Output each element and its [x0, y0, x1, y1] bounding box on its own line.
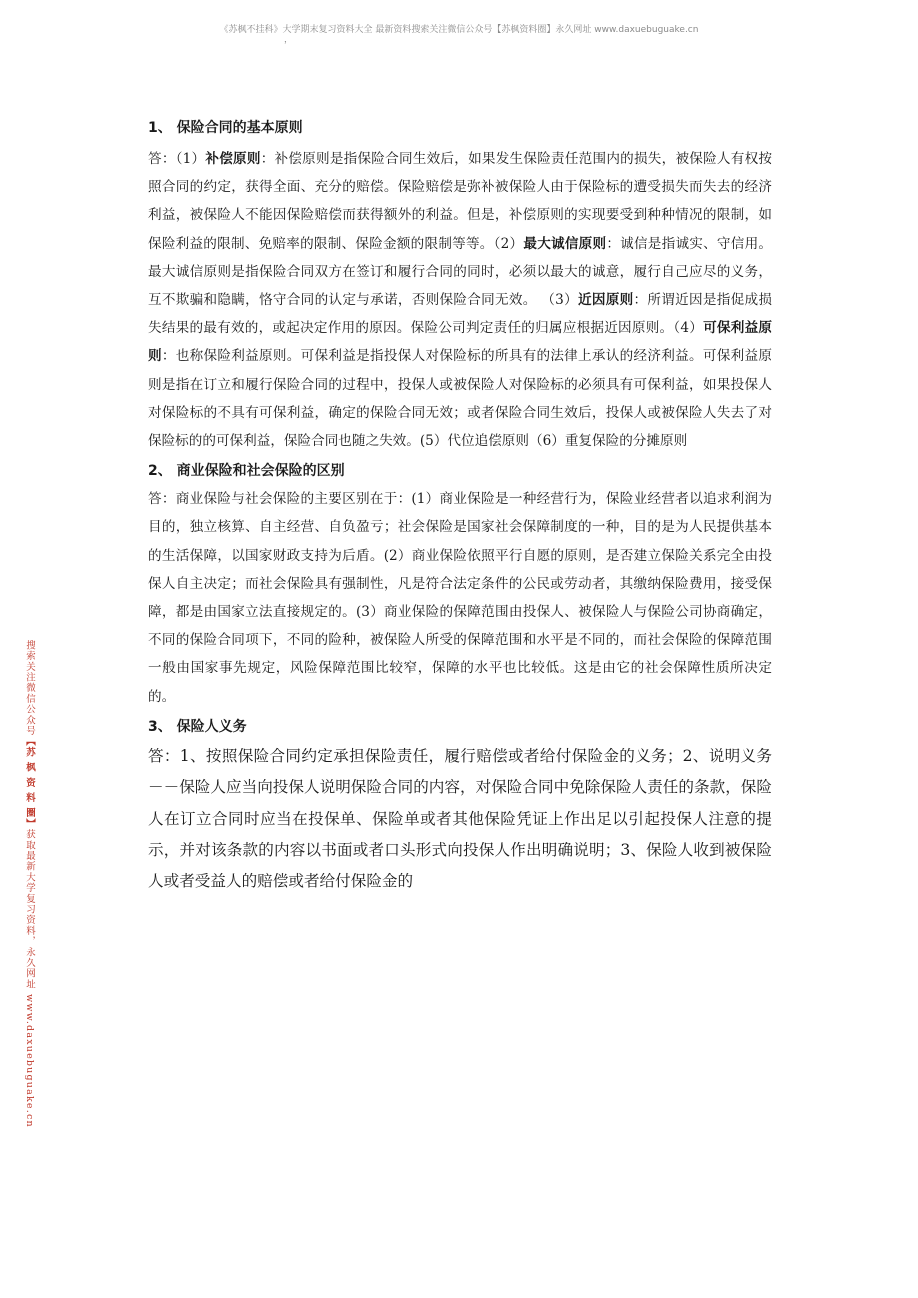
- side-watermark: [22, 640, 36, 1128]
- section-1-text-part: ：诚信是指诚实、守信用。最大诚信原则是指保险合同双方在签订和履行合同的同时，必须以最大的诚意，履行自己应尽的义务，互不欺骗和隐瞒，恪守合同的认定与承诺，否则保险合同无效。 （3）: [148, 235, 773, 309]
- side-watermark-part1: 搜索关注微信公众号: [24, 640, 35, 737]
- principle-compensation: 补偿原则: [205, 151, 261, 167]
- side-watermark-part2: 获取最新大学复习资料，永久网址 www.daxuebuguake.cn: [24, 829, 35, 1128]
- section-1-text-part: ：所谓近因是指促成损失结果的最有效的，或起决定作用的原因。保险公司判定责任的归属应根据近因原则。（4）: [148, 292, 773, 337]
- section-1-text-part: ：也称保险利益原则。可保利益是指投保人对保险标的所具有的法律上承认的经济利益。可保利益原则是指在订立和履行保险合同的过程中，投保人或被保险人对保险标的必须具有可保利益，如果投保人对保险标的不具有可保利益，确定的保险合同无效；或者保险合同生效后，投保人或被保险人失去了对保险标的的可保利益，保险合同也随之失效。(5）代位追偿原则（6）重复保险的分摊原则: [148, 348, 772, 450]
- section-1-heading: 1、 保险合同的基本原则: [148, 120, 303, 136]
- section-3-heading: 3、 保险人义务: [148, 718, 247, 735]
- document-body: [148, 116, 772, 898]
- header-mark: ，: [284, 35, 294, 45]
- section-1-text-part: ：补偿原则是指保险合同生效后，如果发生保险责任范围内的损失，被保险人有权按照合同的约定，获得全面、充分的赔偿。保险赔偿是弥补被保险人由于保险标的遭受损失而失去的经济利益，被保险人不能因保险赔偿而获得额外的利益。但是，补偿原则的实现要受到种种情况的限制，如保险利益的限制、免赔率的限制、保险金额的限制等等。（2）: [148, 151, 773, 252]
- section-3-text: 答：1、按照保险合同约定承担保险责任，履行赔偿或者给付保险金的义务；2、说明义务－－保险人应当向投保人说明保险合同的内容，对保险合同中免除保险人责任的条款，保险人在订立合同时应当在投保单、保险单或者其他保险凭证上作出足以引起投保人注意的提示，并对该条款的内容以书面或者口头形式向投保人作出明确说明；3、保险人收到被保险人或者受益人的赔偿或者给付保险金的: [148, 746, 772, 891]
- header-watermark: [0, 22, 918, 45]
- section-1-text: [148, 145, 772, 455]
- section-1-text-part: 答：（1）: [148, 151, 206, 167]
- side-watermark-bracket: 【苏 枫 资 料 圈】: [24, 736, 35, 830]
- principle-insurable-interest: 可保利益原则: [148, 320, 772, 365]
- section-2-heading: 2、 商业保险和社会保险的区别: [148, 463, 345, 480]
- section-2-text: 答：商业保险与社会保险的主要区别在于：(1）商业保险是一种经营行为，保险业经营者以追求利润为目的，独立核算、自主经营、自负盈亏；社会保险是国家社会保障制度的一种，目的是为人民提供基本的生活保障，以国家财政支持为后盾。(2）商业保险依照平行自愿的原则，是否建立保险关系完全由投保人自主决定；而社会保险具有强制性，凡是符合法定条件的公民或劳动者，其缴纳保险费用，接受保障，都是由国家立法直接规定的。(3）商业保险的保障范围由投保人、被保险人与保险公司协商确定，不同的保险合同项下，不同的险种，被保险人所受的保障范围和水平是不同的，而社会保险的保障范围一般由国家事先规定，风险保障范围比较窄，保障的水平也比较低。这是由它的社会保障性质所决定的。: [148, 491, 772, 705]
- header-watermark-text: 《苏枫不挂科》大学期末复习资料大全 最新资料搜索关注微信公众号【苏枫资料圈】永久网址 www.daxuebuguake.cn: [219, 25, 699, 35]
- principle-proximate-cause: 近因原则: [577, 292, 634, 309]
- principle-utmost-good-faith: 最大诚信原则: [523, 235, 607, 252]
